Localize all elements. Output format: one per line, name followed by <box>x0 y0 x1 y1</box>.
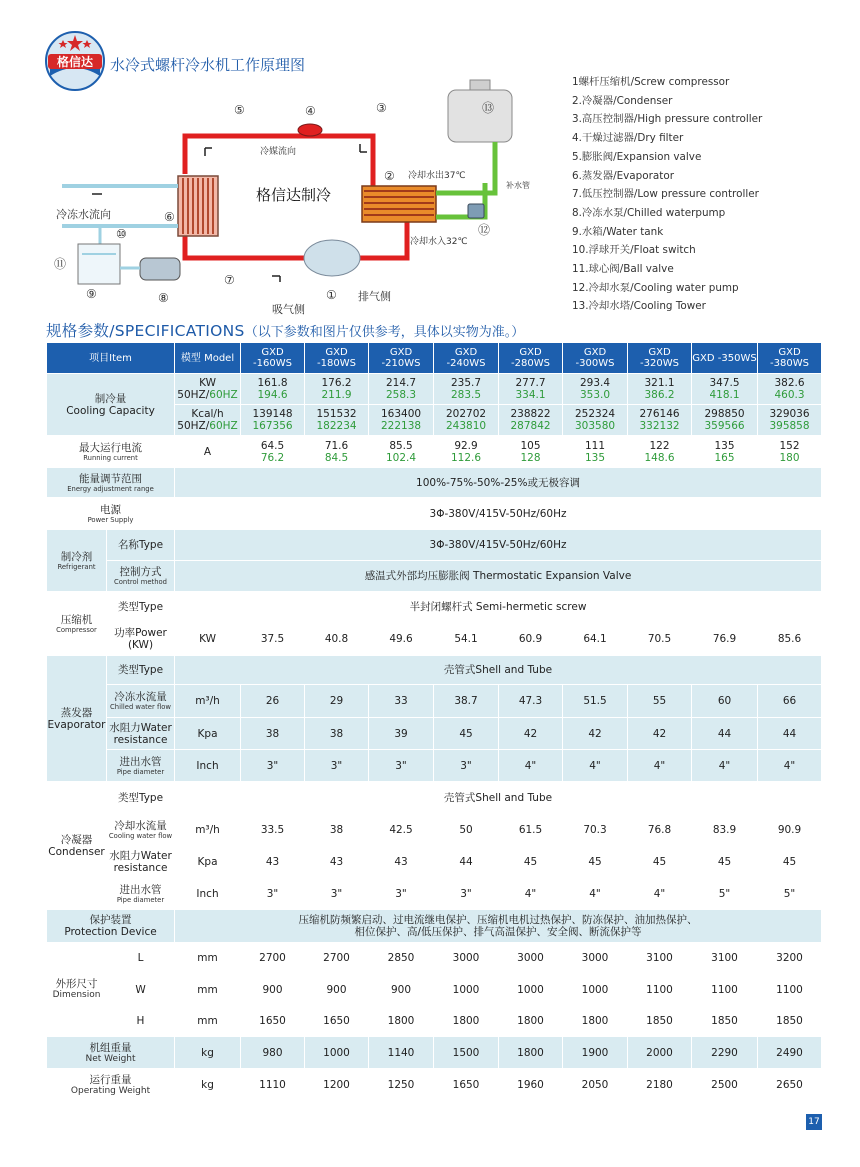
unit-cell: m³/h <box>175 814 241 846</box>
evaporator-pipe-label: 进出水管 Pipe diameter <box>107 750 175 782</box>
value-cell: 4" <box>563 750 628 782</box>
dimension-key: L <box>107 943 175 974</box>
value-cell: 202702 243810 <box>434 405 499 436</box>
compressor-type-value: 半封闭螺杆式 Semi-hermetic screw <box>175 592 822 623</box>
control-method-value: 感温式外部均压膨胀阀 Thermostatic Expansion Valve <box>175 561 822 592</box>
value-cell: 61.5 <box>499 814 563 846</box>
table-row <box>47 436 822 468</box>
value-cell: 45 <box>563 846 628 878</box>
value-cell: 4" <box>563 878 628 910</box>
legend-item: 12.冷却水泵/Cooling water pump <box>572 281 739 294</box>
unit-cell: mm <box>175 1006 241 1037</box>
value-cell: 1140 <box>369 1037 434 1069</box>
evaporator-type-label: 类型Type <box>107 656 175 685</box>
value-cell: 3000 <box>499 943 563 974</box>
value-cell: 4" <box>628 878 692 910</box>
value-cell: 83.9 <box>692 814 758 846</box>
value-cell: 70.5 <box>628 623 692 656</box>
value-cell: 44 <box>692 718 758 750</box>
value-cell: 45 <box>628 846 692 878</box>
value-cell: 1800 <box>499 1037 563 1069</box>
value-cell: 900 <box>241 974 305 1006</box>
model-name: GXD -320WS <box>628 343 692 374</box>
value-cell: 64.1 <box>563 623 628 656</box>
chilled-water-flow-label: 冷冻水流向 <box>56 208 111 221</box>
value-cell: 42.5 <box>369 814 434 846</box>
value-cell: 238822 287842 <box>499 405 563 436</box>
logo-text: 格信达 <box>56 55 94 69</box>
chilled-water-pump <box>140 258 180 280</box>
value-cell: 900 <box>369 974 434 1006</box>
value-cell: 298850 359566 <box>692 405 758 436</box>
value-cell: 37.5 <box>241 623 305 656</box>
value-cell: 64.5 76.2 <box>241 436 305 468</box>
value-cell: 26 <box>241 685 305 718</box>
value-cell: 105 128 <box>499 436 563 468</box>
table-row <box>47 561 822 592</box>
value-cell: 293.4 353.0 <box>563 374 628 405</box>
value-cell: 2650 <box>758 1069 822 1101</box>
compressor-type-label: 类型Type <box>107 592 175 623</box>
value-cell: 176.2 211.9 <box>305 374 369 405</box>
table-row <box>47 623 822 656</box>
model-name: GXD -240WS <box>434 343 499 374</box>
callout-6: ⑥ <box>164 210 175 224</box>
table-row <box>47 846 822 878</box>
value-cell: 42 <box>628 718 692 750</box>
value-cell: 1100 <box>628 974 692 1006</box>
unit-cell: Kcal/h 50HZ/60HZ <box>175 405 241 436</box>
value-cell: 2050 <box>563 1069 628 1101</box>
value-cell: 43 <box>241 846 305 878</box>
value-cell: 1650 <box>241 1006 305 1037</box>
legend-item: 6.蒸发器/Evaporator <box>572 169 674 182</box>
callout-13: ⑬ <box>482 101 495 115</box>
value-cell: 4" <box>499 750 563 782</box>
value-cell: 3" <box>369 878 434 910</box>
value-cell: 1960 <box>499 1069 563 1101</box>
component-legend <box>572 73 762 316</box>
model-header: 模型 Model <box>175 343 241 374</box>
model-name: GXD -380WS <box>758 343 822 374</box>
table-row <box>47 530 822 561</box>
model-name: GXD -280WS <box>499 343 563 374</box>
specifications-table <box>46 342 822 1101</box>
value-cell: 38 <box>241 718 305 750</box>
specifications-note: （以下参数和图片仅供参考，具体以实物为准。） <box>244 325 525 340</box>
dimension-key: H <box>107 1006 175 1037</box>
legend-item: 2.冷凝器/Condenser <box>572 94 673 107</box>
value-cell: 347.5 418.1 <box>692 374 758 405</box>
value-cell: 111 135 <box>563 436 628 468</box>
value-cell: 3" <box>305 750 369 782</box>
cooling-water-out-label: 冷却水出37℃ <box>408 171 466 181</box>
value-cell: 2700 <box>305 943 369 974</box>
value-cell: 214.7 258.3 <box>369 374 434 405</box>
value-cell: 151532 182234 <box>305 405 369 436</box>
table-row <box>47 1006 822 1037</box>
refrigerant-label: 制冷剂 Refrigerant <box>47 530 107 592</box>
callout-12: ⑫ <box>478 223 491 237</box>
value-cell: 3" <box>305 878 369 910</box>
running-current-label: 最大运行电流 Running current <box>47 436 175 468</box>
value-cell: 47.3 <box>499 685 563 718</box>
table-row <box>47 592 822 623</box>
value-cell: 4" <box>692 750 758 782</box>
value-cell: 71.6 84.5 <box>305 436 369 468</box>
value-cell: 3100 <box>628 943 692 974</box>
legend-item: 13.冷却水塔/Cooling Tower <box>572 300 706 313</box>
value-cell: 44 <box>434 846 499 878</box>
value-cell: 161.8 194.6 <box>241 374 305 405</box>
compressor-label: 压缩机 Compressor <box>47 592 107 656</box>
value-cell: 85.5 102.4 <box>369 436 434 468</box>
diagram-center-label: 格信达制冷 <box>256 186 332 204</box>
table-row <box>47 814 822 846</box>
value-cell: 1850 <box>758 1006 822 1037</box>
screw-compressor <box>304 240 360 276</box>
value-cell: 1850 <box>692 1006 758 1037</box>
suction-side-label: 吸气侧 <box>272 303 305 316</box>
model-name: GXD -160WS <box>241 343 305 374</box>
value-cell: 382.6 460.3 <box>758 374 822 405</box>
value-cell: 49.6 <box>369 623 434 656</box>
model-name: GXD -180WS <box>305 343 369 374</box>
cooling-water-flow-label: 冷却水流量 Cooling water flow <box>107 814 175 846</box>
value-cell: 70.3 <box>563 814 628 846</box>
cooling-capacity-label: 制冷量 Cooling Capacity <box>47 374 175 436</box>
evaporator-resistance-label: 水阻力Water resistance <box>107 718 175 750</box>
value-cell: 3000 <box>563 943 628 974</box>
callout-9: ⑨ <box>86 287 97 301</box>
value-cell: 321.1 386.2 <box>628 374 692 405</box>
value-cell: 252324 303580 <box>563 405 628 436</box>
value-cell: 50 <box>434 814 499 846</box>
unit-cell: Kpa <box>175 846 241 878</box>
specifications-heading <box>46 319 524 341</box>
refrigerant-flow-label: 冷媒流向 <box>260 147 297 157</box>
power-supply-value: 3Φ-380V/415V-50Hz/60Hz <box>175 498 822 530</box>
energy-adjustment-label: 能量调节范围 Energy adjustment range <box>47 468 175 498</box>
value-cell: 3100 <box>692 943 758 974</box>
value-cell: 1000 <box>563 974 628 1006</box>
unit-cell: Inch <box>175 750 241 782</box>
makeup-pipe-label: 补水管 <box>506 181 530 190</box>
water-tank <box>78 244 120 284</box>
value-cell: 42 <box>499 718 563 750</box>
table-row <box>47 498 822 530</box>
value-cell: 3200 <box>758 943 822 974</box>
value-cell: 85.6 <box>758 623 822 656</box>
value-cell: 139148 167356 <box>241 405 305 436</box>
unit-cell: KW 50HZ/60HZ <box>175 374 241 405</box>
value-cell: 43 <box>369 846 434 878</box>
value-cell: 5" <box>758 878 822 910</box>
value-cell: 2490 <box>758 1037 822 1069</box>
unit-cell: kg <box>175 1037 241 1069</box>
value-cell: 980 <box>241 1037 305 1069</box>
value-cell: 2000 <box>628 1037 692 1069</box>
model-name: GXD -300WS <box>563 343 628 374</box>
callout-8: ⑧ <box>158 291 169 305</box>
value-cell: 38 <box>305 718 369 750</box>
specifications-title: 规格参数/SPECIFICATIONS <box>46 322 245 340</box>
value-cell: 60.9 <box>499 623 563 656</box>
value-cell: 277.7 334.1 <box>499 374 563 405</box>
compressor-power-label: 功率Power (KW) <box>107 623 175 656</box>
model-name: GXD -210WS <box>369 343 434 374</box>
value-cell: 900 <box>305 974 369 1006</box>
callout-4: ④ <box>305 104 316 118</box>
cooling-water-in-label: 冷却水入32℃ <box>410 237 468 247</box>
value-cell: 1800 <box>563 1006 628 1037</box>
unit-cell: m³/h <box>175 685 241 718</box>
value-cell: 1650 <box>434 1069 499 1101</box>
page-number: 17 <box>806 1114 822 1130</box>
value-cell: 76.9 <box>692 623 758 656</box>
table-row <box>47 910 822 943</box>
chilled-water-flow-label: 冷冻水流量 Chilled water flow <box>107 685 175 718</box>
legend-item: 3.高压控制器/High pressure controller <box>572 113 763 126</box>
table-row <box>47 750 822 782</box>
value-cell: 1900 <box>563 1037 628 1069</box>
refrigerant-type-value: 3Φ-380V/415V-50Hz/60Hz <box>175 530 822 561</box>
value-cell: 38.7 <box>434 685 499 718</box>
value-cell: 1110 <box>241 1069 305 1101</box>
condenser-label: 冷凝器 Condenser <box>47 782 107 910</box>
legend-item: 10.浮球开关/Float switch <box>572 244 696 257</box>
legend-item: 7.低压控制器/Low pressure controller <box>572 188 759 201</box>
value-cell: 76.8 <box>628 814 692 846</box>
value-cell: 3" <box>434 878 499 910</box>
value-cell: 45 <box>692 846 758 878</box>
callout-10: ⑩ <box>116 227 127 241</box>
value-cell: 1100 <box>692 974 758 1006</box>
value-cell: 38 <box>305 814 369 846</box>
callout-2: ② <box>384 169 395 183</box>
energy-adjustment-value: 100%-75%-50%-25%或无极容调 <box>175 468 822 498</box>
value-cell: 33.5 <box>241 814 305 846</box>
value-cell: 29 <box>305 685 369 718</box>
value-cell: 54.1 <box>434 623 499 656</box>
value-cell: 122 148.6 <box>628 436 692 468</box>
callout-1: ① <box>326 288 337 302</box>
unit-cell: mm <box>175 974 241 1006</box>
value-cell: 3" <box>369 750 434 782</box>
table-row <box>47 782 822 814</box>
value-cell: 152 180 <box>758 436 822 468</box>
value-cell: 3" <box>241 750 305 782</box>
condenser-resistance-label: 水阻力Water resistance <box>107 846 175 878</box>
table-row <box>47 878 822 910</box>
evaporator-label: 蒸发器 Evaporator <box>47 656 107 782</box>
table-row <box>47 685 822 718</box>
unit-cell: Kpa <box>175 718 241 750</box>
value-cell: 39 <box>369 718 434 750</box>
legend-item: 8.冷冻水泵/Chilled waterpump <box>572 206 726 219</box>
value-cell: 66 <box>758 685 822 718</box>
table-row <box>47 656 822 685</box>
condenser-pipe-label: 进出水管 Pipe diameter <box>107 878 175 910</box>
value-cell: 3" <box>434 750 499 782</box>
unit-cell: mm <box>175 943 241 974</box>
value-cell: 33 <box>369 685 434 718</box>
legend-item: 1螺杆压缩机/Screw compressor <box>572 76 730 88</box>
value-cell: 1800 <box>434 1006 499 1037</box>
value-cell: 235.7 283.5 <box>434 374 499 405</box>
dimension-key: W <box>107 974 175 1006</box>
value-cell: 3" <box>241 878 305 910</box>
callout-3: ③ <box>376 101 387 115</box>
value-cell: 90.9 <box>758 814 822 846</box>
value-cell: 2850 <box>369 943 434 974</box>
protection-value: 压缩机防频繁启动、过电流继电保护、压缩机电机过热保护、防冻保护、油加热保护、 相位保护、高/低压保护、排气高温保护、安全阀、断流保护等 <box>175 910 822 943</box>
net-weight-label: 机组重量 Net Weight <box>47 1037 175 1069</box>
value-cell: 2290 <box>692 1037 758 1069</box>
value-cell: 276146 332132 <box>628 405 692 436</box>
value-cell: 4" <box>499 878 563 910</box>
value-cell: 1650 <box>305 1006 369 1037</box>
value-cell: 3000 <box>434 943 499 974</box>
value-cell: 1500 <box>434 1037 499 1069</box>
value-cell: 2500 <box>692 1069 758 1101</box>
unit-cell: Inch <box>175 878 241 910</box>
unit-cell: A <box>175 436 241 468</box>
callout-5: ⑤ <box>234 103 245 117</box>
value-cell: 1100 <box>758 974 822 1006</box>
table-header-row <box>47 343 822 374</box>
value-cell: 5" <box>692 878 758 910</box>
value-cell: 40.8 <box>305 623 369 656</box>
cooling-tower <box>448 90 512 142</box>
item-header: 项目Item <box>47 343 175 374</box>
value-cell: 51.5 <box>563 685 628 718</box>
value-cell: 4" <box>628 750 692 782</box>
value-cell: 45 <box>434 718 499 750</box>
table-row <box>47 1037 822 1069</box>
legend-item: 4.干燥过滤器/Dry filter <box>572 132 684 145</box>
condenser-type-label: 类型Type <box>107 782 175 814</box>
value-cell: 1000 <box>434 974 499 1006</box>
value-cell: 45 <box>758 846 822 878</box>
control-method-label: 控制方式 Control method <box>107 561 175 592</box>
discharge-side-label: 排气侧 <box>358 290 391 303</box>
callout-11: ⑪ <box>54 257 67 271</box>
value-cell: 60 <box>692 685 758 718</box>
value-cell: 42 <box>563 718 628 750</box>
value-cell: 92.9 112.6 <box>434 436 499 468</box>
unit-cell: kg <box>175 1069 241 1101</box>
legend-item: 9.水箱/Water tank <box>572 225 664 238</box>
value-cell: 43 <box>305 846 369 878</box>
table-row <box>47 468 822 498</box>
value-cell: 55 <box>628 685 692 718</box>
table-row <box>47 374 822 405</box>
callout-7: ⑦ <box>224 273 235 287</box>
condenser-type-value: 壳管式Shell and Tube <box>175 782 822 814</box>
legend-item: 11.球心阀/Ball valve <box>572 263 674 276</box>
table-row <box>47 1069 822 1101</box>
unit-cell: KW <box>175 623 241 656</box>
table-row <box>47 718 822 750</box>
value-cell: 2700 <box>241 943 305 974</box>
value-cell: 135 165 <box>692 436 758 468</box>
model-name: GXD -350WS <box>692 343 758 374</box>
value-cell: 1250 <box>369 1069 434 1101</box>
value-cell: 44 <box>758 718 822 750</box>
value-cell: 1000 <box>499 974 563 1006</box>
value-cell: 329036 395858 <box>758 405 822 436</box>
value-cell: 1800 <box>499 1006 563 1037</box>
working-principle-diagram <box>40 68 570 318</box>
table-row <box>47 943 822 974</box>
value-cell: 1800 <box>369 1006 434 1037</box>
page-title: 水冷式螺杆冷水机工作原理图 <box>110 56 306 74</box>
refrigerant-type-label: 名称Type <box>107 530 175 561</box>
protection-label: 保护装置 Protection Device <box>47 910 175 943</box>
value-cell: 1200 <box>305 1069 369 1101</box>
dimension-label: 外形尺寸 Dimension <box>47 943 107 1037</box>
power-supply-label: 电源 Power Supply <box>47 498 175 530</box>
value-cell: 163400 222138 <box>369 405 434 436</box>
value-cell: 2180 <box>628 1069 692 1101</box>
legend-item: 5.膨胀阀/Expansion valve <box>572 150 702 163</box>
value-cell: 4" <box>758 750 822 782</box>
operating-weight-label: 运行重量 Operating Weight <box>47 1069 175 1101</box>
value-cell: 45 <box>499 846 563 878</box>
value-cell: 1000 <box>305 1037 369 1069</box>
evaporator-type-value: 壳管式Shell and Tube <box>175 656 822 685</box>
value-cell: 1850 <box>628 1006 692 1037</box>
table-row <box>47 974 822 1006</box>
